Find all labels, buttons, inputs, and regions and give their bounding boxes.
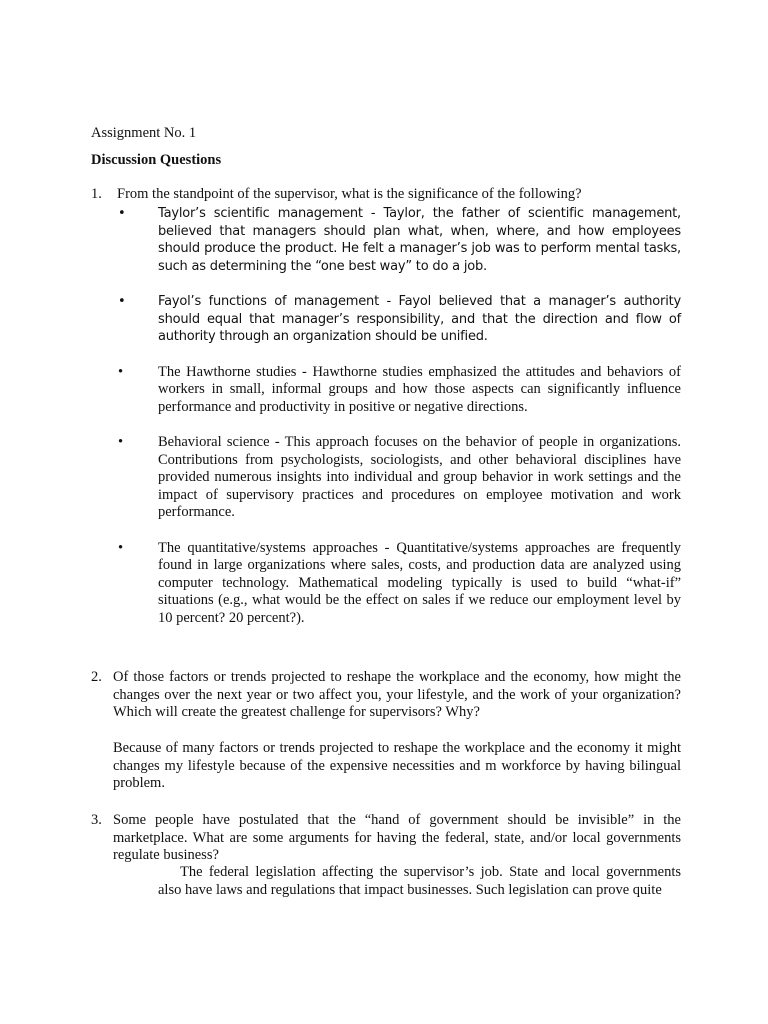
bullet-list [118,205,681,644]
list-item [118,364,681,417]
bullet-icon: • [118,206,126,221]
question-1 [91,186,681,204]
question-number: 2. [91,669,102,685]
list-item [118,293,681,346]
question-3 [91,812,681,865]
bullet-icon: • [118,434,124,450]
question-number: 1. [91,186,102,202]
answer-2: Because of many factors or trends projected to reshape the workplace and the economy it might changes my lifestyle because of the expensive necessities and m workforce by having bilingual problem. [113,740,681,791]
answer-3: The federal legislation affecting the supervisor’s job. State and local governments also have laws and regulations that impact businesses. Such legislation can prove quite [158,864,681,898]
assignment-title: Assignment No. 1 [91,125,197,141]
question-number: 3. [91,812,102,828]
question-2 [91,669,681,722]
list-item-text: Fayol’s functions of management - Fayol believed that a manager’s authority should equal that manager’s responsibility, and that the direction and flow of authority through an organization should be unified. [158,294,681,344]
list-item-text: Taylor’s scientific management - Taylor, the father of scientific management, believed that managers should plan what, when, where, and how employees should produce the product. He felt a manager’s job was to perform mental tasks, such as determining the “one best way” to do a job. [158,206,681,274]
list-item-text: The quantitative/systems approaches - Quantitative/systems approaches are frequently found in large organizations where sales, costs, and production data are analyzed using computer technology. Mathematical modeling typically is used to build “what-if” situations (e.g., what would be the effect on sales if we reduce our employment level by 10 percent? 20 percent?). [158,539,681,626]
list-item [118,540,681,628]
list-item [118,205,681,275]
bullet-icon: • [118,539,124,556]
list-item-text: Behavioral science - This approach focuses on the behavior of people in organizations. Contributions from psychologists, sociologists, and other behavioral disciplines have provided numerous insights into individual and group behavior in work settings and the impact of supervisory practices and procedures on employee motivation and work performance. [158,434,681,520]
question-text: From the standpoint of the supervisor, what is the significance of the following? [117,186,582,202]
bullet-icon: • [118,294,126,309]
question-text: Of those factors or trends projected to reshape the workplace and the economy, how might the changes over the next year or two affect you, your lifestyle, and the work of your organization? Which will create the greatest challenge for supervisors? Why? [113,669,681,720]
list-item [118,434,681,522]
bullet-icon: • [118,363,124,380]
section-heading: Discussion Questions [91,152,222,168]
question-text: Some people have postulated that the “hand of government should be invisible” in the marketplace. What are some arguments for having the federal, state, and/or local governments regulate business? [113,812,681,863]
list-item-text: The Hawthorne studies - Hawthorne studies emphasized the attitudes and behaviors of workers in small, informal groups and how those aspects can significantly influence performance and productivity in positive or negative directions. [158,363,681,415]
